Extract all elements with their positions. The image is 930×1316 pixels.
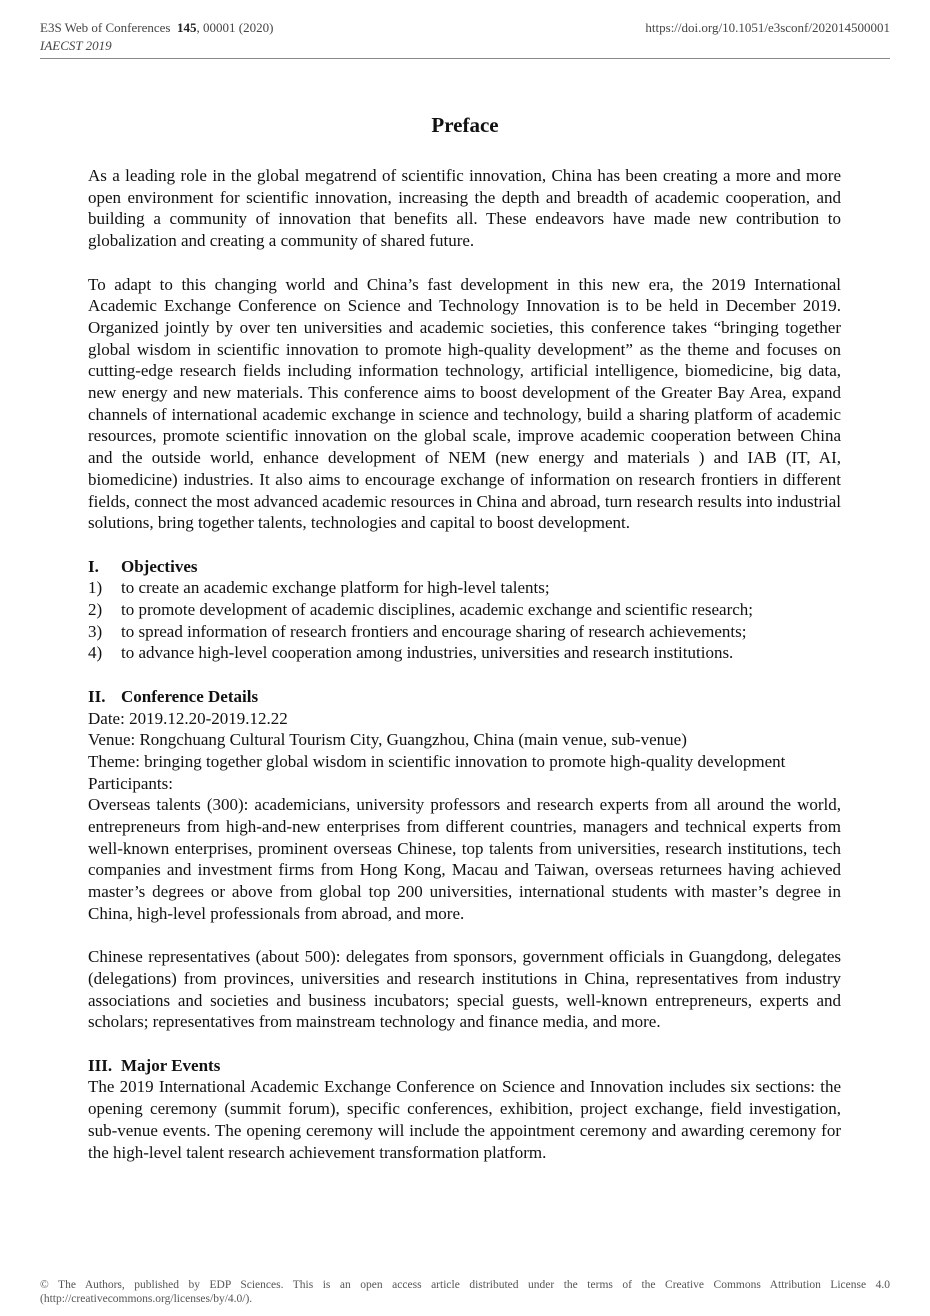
participants-label: Participants: — [88, 773, 173, 793]
section-number: I. — [88, 556, 99, 576]
list-number: 1) — [88, 578, 103, 598]
intro-paragraph-2: To adapt to this changing world and China’s fast development in this new era, the 2019 International Academic Exchange Conference on Science and Technology Innovation is to be held in December 2019. Organized jointly by over ten universities and academic societies, this conference takes “bringing together global wisdom in scientific innovation to promote high-quality development” as the theme and focuses on cutting-edge research fields including information technology, artificial intelligence, biomedicine, big data, new energy and new materials. This conference aims to boost development of the Greater Bay Area, expand channels of international academic exchange in science and technology, build a sharing platform of academic resources, promote scientific innovation on the global scale, improve academic cooperation between China and the outside world, enhance development of NEM (new energy and materials ) and IAB (IT, AI, biomedicine) industries. It also aims to encourage exchange of information on research frontiers in different fields, connect the most advanced academic resources in China and abroad, turn research results into industrial solutions, bring together talents, technologies and capital to boost development. — [88, 274, 841, 533]
chinese-participants: Chinese representatives (about 500): delegates from sponsors, government officials in Guangdong, delegates (delegations) from provinces, universities and research institutions in China, representatives from industry associations and societies and business incubators; special guests, well-known entrepreneurs, experts and scholars; representatives from mainstream technology and finance media, and more. — [88, 947, 841, 1032]
list-item — [88, 621, 841, 643]
list-text: to promote development of academic disciplines, academic exchange and scientific research; — [121, 600, 754, 620]
section-title: Conference Details — [121, 686, 259, 706]
article-year: , 00001 (2020) — [196, 20, 274, 35]
running-header — [40, 20, 890, 59]
license-footer: © The Authors, published by EDP Sciences. This is an open access article distributed under the terms of the Creative Commons Attribution License 4.0 (http://creativecommons.org/licenses/by/4.0/). — [40, 1279, 890, 1305]
conference-venue: Venue: Rongchuang Cultural Tourism City, Guangzhou, China (main venue, sub-venue) — [88, 730, 687, 750]
list-text: to create an academic exchange platform for high-level talents; — [121, 578, 550, 598]
overseas-participants: Overseas talents (300): academicians, university professors and research experts from all around the world, entrepreneurs from high-and-new enterprises from different countries, managers and technical experts from well-known enterprises, prominent overseas Chinese, top talents from universities, research institutions, tech companies and investment firms from Hong Kong, Macau and Taiwan, overseas returnees having achieved master’s degrees or above from global top 200 universities, international students with master’s degree in China, high-level professionals from abroad, and more. — [88, 795, 841, 923]
section-title: Objectives — [121, 556, 198, 576]
section-number: III. — [88, 1055, 113, 1075]
list-text: to spread information of research frontiers and encourage sharing of research achievements; — [121, 621, 747, 641]
list-number: 3) — [88, 621, 103, 641]
journal-citation — [40, 20, 273, 36]
list-item — [88, 577, 841, 599]
doi-link[interactable]: https://doi.org/10.1051/e3sconf/202014500001 — [645, 20, 890, 35]
journal-name: E3S Web of Conferences — [40, 20, 171, 35]
section-heading-objectives — [88, 556, 841, 578]
list-item — [88, 599, 841, 621]
article-body — [88, 165, 841, 1163]
list-item — [88, 642, 841, 664]
section-title: Major Events — [121, 1055, 221, 1075]
section-heading-details — [88, 686, 841, 708]
intro-paragraph-1: As a leading role in the global megatrend of scientific innovation, China has been creating a more and more open environment for scientific innovation, increasing the depth and breadth of academic cooperation, and building a community of innovation that benefits all. These endeavors have made new contribution to globalization and creating a community of shared future. — [88, 166, 841, 251]
page-title: Preface — [431, 113, 499, 137]
list-number: 4) — [88, 643, 103, 663]
conference-date: Date: 2019.12.20-2019.12.22 — [88, 708, 288, 728]
events-paragraph: The 2019 International Academic Exchange Conference on Science and Innovation includes six sections: the opening ceremony (summit forum), specific conferences, exhibition, project exchange, field investigation, sub-venue events. The opening ceremony will include the appointment ceremony and awarding ceremony for the high-level talent research achievement transformation platform. — [88, 1077, 841, 1162]
list-number: 2) — [88, 600, 103, 620]
section-number: II. — [88, 686, 106, 706]
conference-name: IAECST 2019 — [40, 38, 112, 53]
list-text: to advance high-level cooperation among industries, universities and research institutions. — [121, 643, 734, 663]
volume-number: 145 — [176, 20, 197, 35]
section-heading-events — [88, 1055, 841, 1077]
conference-theme: Theme: bringing together global wisdom in scientific innovation to promote high-quality development — [88, 751, 786, 771]
